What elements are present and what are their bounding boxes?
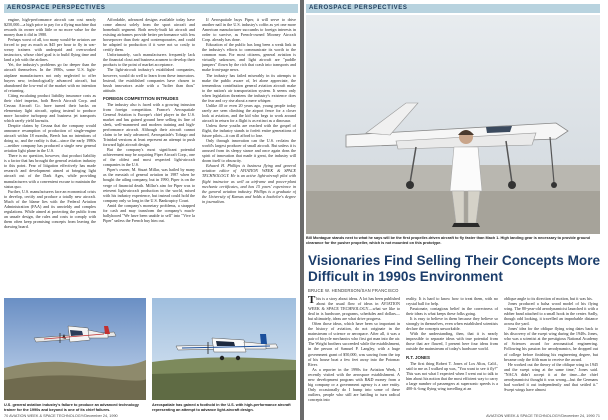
photo-caption: Bill Montague stands next to what he says will be the first propeller-driven aircraft to fly faster than Mach 1. High landing gear is necessary to provide ground clearance for the pusher propeller, which is not mounted on this prototype.: [306, 236, 590, 245]
paragraph: oblique angle to its direction of motion, but it was his.: [504, 296, 593, 301]
drop-cap: T: [308, 296, 316, 306]
paragraph: Jones produced a balsa wood model of his flying wing. The 80-year-old aerodynamicist launched it with a rubber band attached to a small hook in the center. Sadly, though odd looking, it travelled an improbable distance across the yard.: [504, 301, 598, 327]
photo-caption: U.S. general aviation industry's failure to produce an advanced technology trainer for the 1990s and beyond is one of its chief failures.: [4, 403, 139, 412]
section-header-band: [306, 4, 600, 13]
paragraph: But the company's most significant potential achievement may be acquiring Piper Aircraft Corp., one of the oldest and most respected light-aircraft companies in the U.S.: [103, 147, 195, 168]
page-folio: 70 AVIATION WEEK & SPACE TECHNOLOGY/December 24, 1990: [4, 414, 118, 418]
lead-paragraph: [308, 296, 400, 321]
subheading: FOREIGN COMPETITION INTRUDES: [103, 95, 179, 101]
paragraph: Amid the company's monetary problems, a strapped for cash and may transform the company's much-ballyhooed "We have been unable to sell" into "Vive la Piper" unless the French buy him out.: [103, 202, 195, 223]
paragraph: Unlike 40 or even 20 years ago, young people today rarely are seen climbing the airport fence for a closer look at aviation, and the kid who begs to work around aircraft in return for a flight is as extinct as a dinosaur.: [202, 102, 296, 123]
paragraph: As a reporter in the 1990s for Aviation Week, I recently visited with the aerospace establishment. A new development program with R&D money from a big company or a government agency is a rare entity. Only occasionally do I bump into some of these outliers, people who still are battling to turn radical concepts into: [308, 366, 400, 402]
paragraph: Despite claims by Cessna that the company would announce resumption of production of single-engine aircraft within 18 months, Beech has no intentions of doing so, and the reality is that—since the early 1980s—neither company has produced a single new general aviation light plane in the U.S.: [4, 122, 96, 154]
article-column-2: [406, 296, 498, 412]
paragraph: Passionate, contagious belief in the correctness of their ideas is what keeps these folks going.: [406, 306, 498, 317]
article-column-2: [103, 17, 195, 294]
article-column-3: [202, 17, 296, 294]
lead-text: his is a story about ideas. A lot has been published about the usual flow of ideas in AVIATION WEEK & SPACE TECHNOLOGY—what we like to deal in is hardware, programs, schedules and dollars—but ultimately, ideas are what drive progress.: [308, 296, 400, 322]
paragraph: Affordable, advanced designs available today have come almost solely from the sport aircraft and homebuilt segment. Both newly-built kit aircraft and existing airframes provide better performance with less horsepower than their aged contemporaries, and could be adapted to production if it were not so costly to certify them.: [103, 17, 195, 53]
paragraph: It is easy to believe in them because they believe so strongly in themselves, even when established scientists declare the concepts unworkable.: [406, 316, 498, 332]
paragraph: Jones' idea for the oblique flying wing dates back to his discovery of the swept wing during the 1940s. Jones, who was a scientist at the prestigious National Academy of Sciences award for aeronautical engineering. Following his passion for aerodynamics, he dropped out of college before finishing his engineering degree, but became only the fifth man to receive the award.: [504, 326, 598, 362]
paragraph: With the understanding, then, that it is nearly impossible to separate ideas with true potential from those that are flawed, I present here four ideas from outside the mainstream of today's hardware world.: [406, 331, 498, 352]
paragraph: The industry has failed miserably in its attempts to make the public aware of, let alone appreciate, the tremendous contribution general aviation aircraft make to the nation's air transportation system. It seems only when legislation threatens the industry's existence does the fear and cry rise about a mere whisper.: [202, 72, 296, 103]
paragraph: Further, U.S. manufacturers face an economical crisis to develop, certify and produce a totally new aircraft. Much of the blame lies with the Federal Aviation Administration (FAA) and its unwieldy and complex regulations. While aimed at protecting the public from an unsafe design, the rules and costs to comply with them often keep promising concepts from leaving the drawing board.: [4, 188, 96, 229]
article-headline: Visionaries Find Selling Their Concepts More Difficult in 1990s Environment: [308, 253, 601, 284]
photo-caption: Aerospatiale has gained a foothold in the U.S. with high-performance aircraft representing an attempt to advance light-aircraft design.: [152, 403, 291, 412]
paragraph: Yet, the industry's problems go far deeper than the aircraft themselves. In the 1980s, some U.S. light-airplane manufacturers not only neglected to offer buyers new, technologically advanced aircraft, but abandoned the low-end of the market with no intention of returning.: [4, 62, 96, 93]
paragraph: The first thing Robert T. Jones of Los Altos, Calif., said to me as I walked up was, "You want to see it fly?" This was not what I expected when I went out to talk to him about his notion that the most efficient way to carry a large number of passengers at supersonic speeds is a 400-ft.-long flying wing travelling at an: [406, 360, 498, 391]
right-page: [304, 0, 604, 420]
paragraph: If Aerospatiale buys Piper, it will serve to drive another nail in the U.S. industry's coffin as yet one more American manufacturer succumbs to foreign interests in order to survive, as French-owned Mooney Aircraft Corp. already has done.: [202, 17, 296, 43]
paragraph: Perhaps worst of all, too many would-be aviators are forced to pay as much as $45 per hour to fly in war-weary trainers with underpaid and overworked instructors, whose chief goal is to build flying time and land a job with the airlines.: [4, 37, 96, 63]
page-folio: AVIATION WEEK & SPACE TECHNOLOGY/December 24, 1990 71: [486, 414, 600, 418]
aerospatiale-aircraft-photo: [152, 298, 296, 400]
paragraph: Education of the public has long been a weak link in the industry's efforts to communicate its worth to the common man. For most citizens, general aviation is virtually unknown, and light aircraft are "puddle jumpers" flown by the rich that crash into transports and make front-page news.: [202, 42, 296, 73]
article-column-1: [308, 296, 400, 412]
paragraph: Piper's owner, M. Stuart Millar, was hailed by many as the messiah of general aviation in 1987 when he bought the ailing company, but in 1990, Piper is on the verge of financial death. Millar's aim for Piper was to reinvent light-aircraft production in the world, mixed with his industry experience, but instead could hold the company only so long in the U.S. Bankruptcy Court.: [103, 167, 195, 203]
prototype-aircraft-photo: [306, 15, 600, 234]
left-page: [0, 0, 300, 420]
paragraph: The light-aircraft industry's established companies, however, would do well to learn from these innovators. Instead, the established companies have chosen to brush innovators aside with a "holier than thou" attitude.: [103, 67, 195, 93]
paragraph: engine, high-performance aircraft can cost nearly $250,000—a high price to pay for a flying machine that rewards its owner with little or no more value for the money than it did in 1980.: [4, 17, 96, 38]
paragraph: Unless these youths are reached with the gospel of flight, the industry stands to forfeit entire generations of future pilots—it can ill afford to lose.: [202, 122, 296, 139]
paragraph: He worked out the theory of the oblique wing in 1945 and the swept wing at the same time," Jones said. "NACA didn't accept it at the time—the chief aerodynamicist thought it was wrong—but the Germans had worked it out independently and that settled it." Swept wings have almost: [504, 361, 598, 392]
paragraph: There is no question, however, that product liability is a factor that has brought the general aviation industry to this point. Fear of litigation effectively has made research and development aimed at bringing light aircraft out of the Dark Ages, while providing manufacturers with a convenient excuse to maintain the status quo.: [4, 153, 96, 189]
paragraph: The industry also is faced with a growing intrusion from foreign competition. France's Aerospatiale General Aviation is Europe's chief player in the U.S. market and has gained ground here selling its line of sleek, well-mannered and modern training and high-performance aircraft. Although their aircraft cannot claim to be truly advanced, Aerospatiale's Tobago and Trinidad versions at least represent an attempt to push forward light aircraft design.: [103, 101, 195, 148]
article-byline: BRUCE W. HENDERSON/SAN FRANCISCO: [308, 288, 399, 293]
trainer-aircraft-photo: [4, 298, 146, 400]
paragraph: Only through innovation can the U.S. reclaim the world's largest producer of small aircraft. But unless it is aroused from its sleepy stance and once again dons the spirit of innovation that made it great, the industry will doom itself to obscurity.: [202, 138, 296, 164]
paragraph: Unfortunately, such manufacturers frequently lack the financial clout and business acumen to develop their products to the point of market acceptance.: [103, 52, 195, 68]
article-column-3: [504, 296, 598, 412]
paragraph: reality. It is hard to know how to treat them, with no crystal ball for help.: [406, 296, 498, 307]
paragraph: Citing escalating product liability insurance costs as their chief impetus, both Beech Aircraft Corp. and Cessna Aircraft Co. have turned their backs on elementary light aircraft, opting instead to produce more lucrative turboprop and business jet transports which rarely yield lawsuits.: [4, 92, 96, 123]
paragraph: Often those ideas, which have been so important in the history of aviation, do not originate in the mainstream of science or aerospace. After all, it was a pair of bicycle mechanics who first got man into the air. The Wright brothers succeeded while the establishment, in the person of Samuel P. Langley, with a huge government grant of $50,000, was sawing from the top of his house boat a few feet away into the Potomac River.: [308, 321, 400, 367]
author-bio: Edward H. Phillips is business flying and general aviation editor of AVIATION WEEK & SPACE TECHNOLOGY. He is an active light-aircraft pilot with flight instructor as well as airframe and power-plant mechanic certificates, and has 15 years' experience in the general aviation industry. Phillips is a graduate of the University of Kansas and holds a bachelor's degree in journalism.: [202, 163, 296, 204]
section-label: AEROSPACE PERSPECTIVES: [309, 5, 408, 11]
subheading: R.T. JONES: [406, 354, 430, 360]
article-column-1: [4, 17, 96, 294]
section-label: AEROSPACE PERSPECTIVES: [7, 5, 106, 11]
section-header-band: [4, 4, 298, 13]
